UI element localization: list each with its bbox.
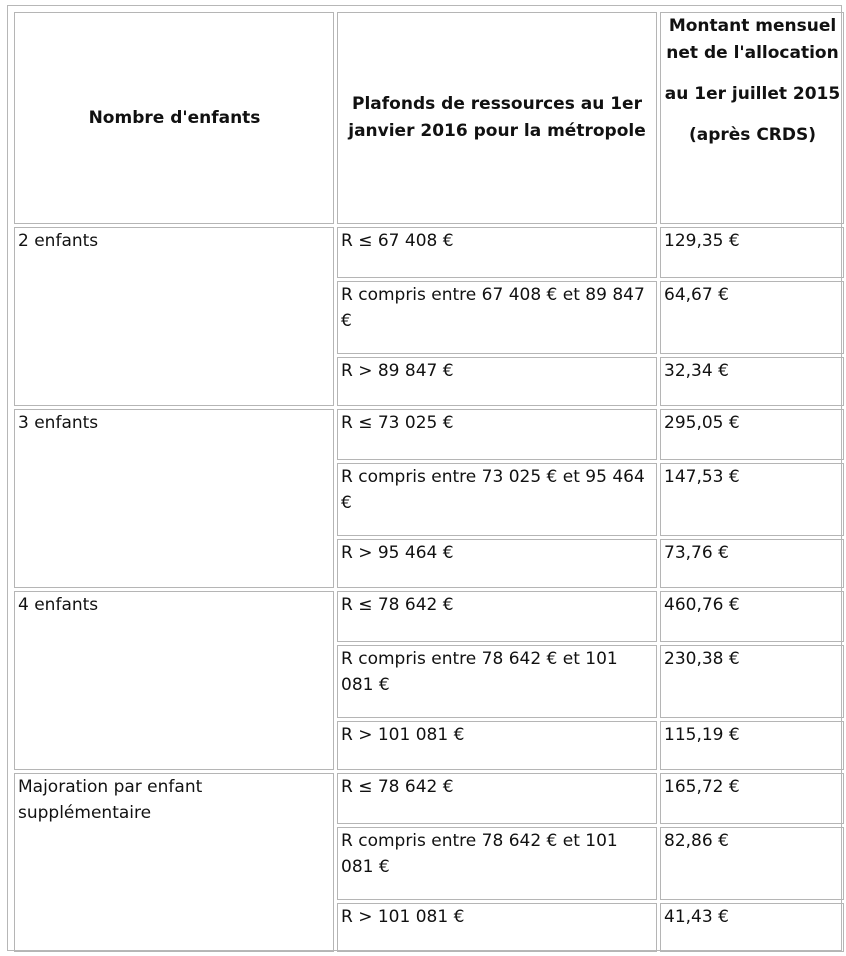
amount-cell: 64,67 € <box>660 281 844 354</box>
ceiling-cell: R ≤ 78 642 € <box>337 773 657 824</box>
ceiling-cell: R > 89 847 € <box>337 357 657 406</box>
header-ceiling: Plafonds de ressources au 1er janvier 2016 pour la métropole <box>337 12 657 224</box>
amount-cell: 295,05 € <box>660 409 844 460</box>
ceiling-cell: R compris entre 78 642 € et 101 081 € <box>337 645 657 718</box>
amount-cell: 230,38 € <box>660 645 844 718</box>
amount-cell: 73,76 € <box>660 539 844 588</box>
allocation-table <box>11 9 846 955</box>
header-children: Nombre d'enfants <box>14 12 334 224</box>
amount-cell: 165,72 € <box>660 773 844 824</box>
amount-cell: 147,53 € <box>660 463 844 536</box>
ceiling-cell: R compris entre 67 408 € et 89 847 € <box>337 281 657 354</box>
amount-cell: 32,34 € <box>660 357 844 406</box>
ceiling-cell: R compris entre 73 025 € et 95 464 € <box>337 463 657 536</box>
ceiling-cell: R ≤ 67 408 € <box>337 227 657 278</box>
group-label: 3 enfants <box>14 409 334 588</box>
ceiling-cell: R > 101 081 € <box>337 903 657 952</box>
header-amount <box>660 12 844 224</box>
amount-cell: 115,19 € <box>660 721 844 770</box>
header-row <box>14 12 844 224</box>
amount-cell: 129,35 € <box>660 227 844 278</box>
ceiling-cell: R > 101 081 € <box>337 721 657 770</box>
table-row <box>14 227 844 278</box>
amount-cell: 41,43 € <box>660 903 844 952</box>
ceiling-cell: R ≤ 73 025 € <box>337 409 657 460</box>
header-amount-note: (après CRDS) <box>688 125 817 145</box>
table-row <box>14 773 844 824</box>
amount-cell: 460,76 € <box>660 591 844 642</box>
table-row <box>14 591 844 642</box>
group-label: Majoration par enfant supplémentaire <box>14 773 334 952</box>
header-amount-date: au 1er juillet 2015 <box>664 84 841 104</box>
header-amount-title: Montant mensuel net de l'allocation <box>666 16 839 63</box>
ceiling-cell: R ≤ 78 642 € <box>337 591 657 642</box>
ceiling-cell: R > 95 464 € <box>337 539 657 588</box>
amount-cell: 82,86 € <box>660 827 844 900</box>
ceiling-cell: R compris entre 78 642 € et 101 081 € <box>337 827 657 900</box>
table-row <box>14 409 844 460</box>
group-label: 2 enfants <box>14 227 334 406</box>
group-label: 4 enfants <box>14 591 334 770</box>
